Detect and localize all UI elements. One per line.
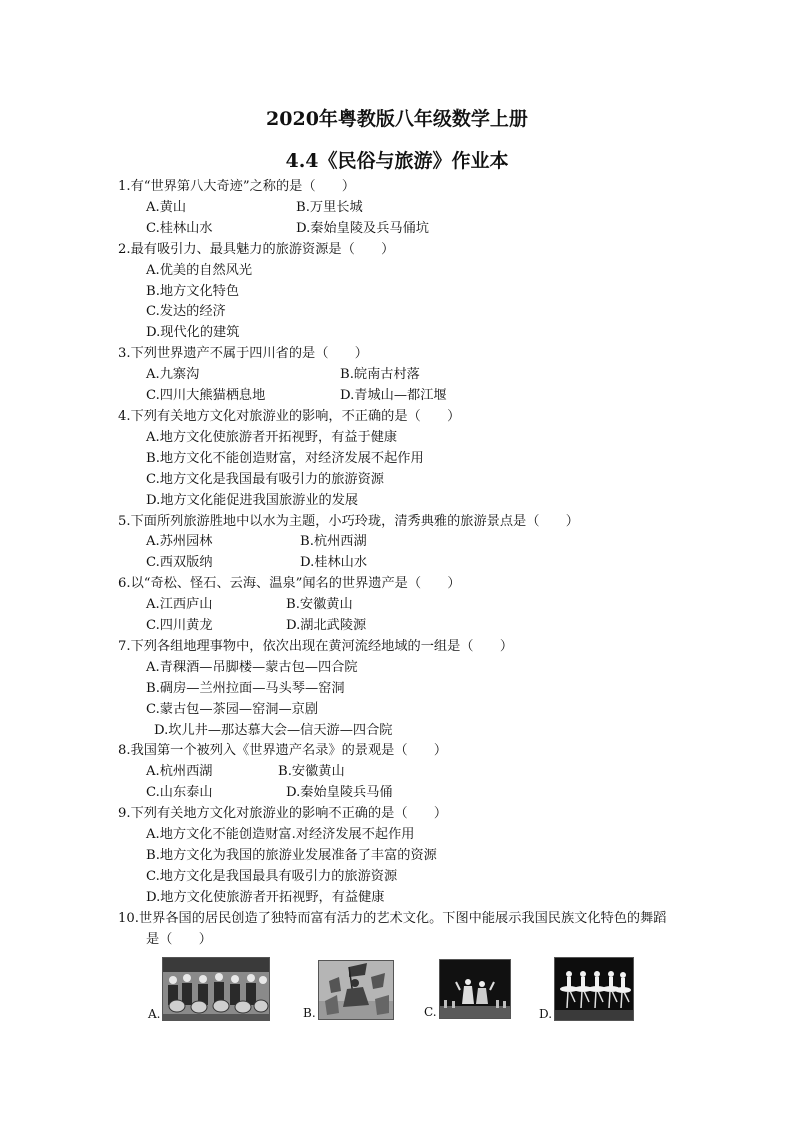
option-a: A.杭州西湖 bbox=[146, 764, 213, 780]
page-subtitle: 4.4《民俗与旅游》作业本 bbox=[285, 150, 509, 172]
drum-ensemble-photo-icon bbox=[162, 957, 270, 1021]
options-row bbox=[118, 198, 738, 219]
option-d: D.秦始皇陵及兵马俑坑 bbox=[296, 220, 429, 236]
question-5: 5.下面所列旅游胜地中以水为主题，小巧玲珑，清秀典雅的旅游景点是（ ） bbox=[118, 513, 579, 529]
option-b: B.安徽黄山 bbox=[286, 597, 353, 613]
option-a: A.青稞酒—吊脚楼—蒙古包—四合院 bbox=[146, 659, 358, 675]
ballet-photo-icon bbox=[554, 957, 634, 1021]
options-row bbox=[118, 532, 738, 553]
option-c: C.发达的经济 bbox=[146, 304, 226, 320]
image-option-b bbox=[303, 960, 394, 1020]
option-b: B.地方文化为我国的旅游业发展准备了丰富的资源 bbox=[146, 848, 437, 863]
option-b: B.万里长城 bbox=[296, 199, 363, 215]
options-row bbox=[118, 616, 738, 637]
option-b: B.碉房—兰州拉面—马头琴—窑洞 bbox=[146, 680, 345, 696]
option-d: D.青城山—都江堰 bbox=[340, 388, 447, 404]
option-b: B.杭州西湖 bbox=[300, 534, 367, 550]
image-options bbox=[0, 957, 794, 1027]
options-row bbox=[118, 553, 738, 574]
image-option-a bbox=[148, 957, 270, 1021]
options-row bbox=[118, 595, 738, 616]
question-10 bbox=[118, 909, 738, 951]
page-title: 2020年粤教版八年级数学上册 bbox=[266, 108, 528, 130]
question-3: 3.下列世界遗产不属于四川省的是（ ） bbox=[118, 346, 368, 362]
options-row bbox=[118, 219, 738, 240]
option-b: B.地方文化不能创造财富，对经济发展不起作用 bbox=[146, 450, 424, 466]
option-a: A.苏州园林 bbox=[146, 534, 213, 550]
question-10-stem: 10.世界各国的居民创造了独特而富有活力的艺术文化。下图中能展示我国民族文化特色的舞蹈 bbox=[118, 910, 667, 926]
question-4: 4.下列有关地方文化对旅游业的影响，不正确的是（ ） bbox=[118, 408, 461, 424]
option-c: C.地方文化是我国最有吸引力的旅游资源 bbox=[146, 471, 384, 487]
option-d: D.现代化的建筑 bbox=[146, 325, 240, 341]
option-d: D.秦始皇陵兵马俑 bbox=[286, 785, 393, 801]
image-option-d bbox=[539, 957, 634, 1021]
image-option-label: A. bbox=[148, 1007, 161, 1021]
question-1: 1.有“世界第八大奇迹”之称的是（ ） bbox=[118, 179, 356, 194]
option-a: A.九寨沟 bbox=[146, 367, 200, 383]
option-d: D.湖北武陵源 bbox=[286, 618, 367, 634]
question-list bbox=[118, 177, 738, 951]
option-c: C.桂林山水 bbox=[146, 220, 213, 236]
question-2: 2.最有吸引力、最具魅力的旅游资源是（ ） bbox=[118, 241, 395, 257]
options-row bbox=[118, 762, 738, 783]
image-option-label: B. bbox=[303, 1006, 316, 1020]
option-b: B.皖南古村落 bbox=[340, 367, 420, 383]
option-a: A.优美的自然风光 bbox=[146, 262, 253, 278]
option-a: A.地方文化使旅游者开拓视野，有益于健康 bbox=[146, 429, 398, 445]
option-b: B.地方文化特色 bbox=[146, 283, 240, 299]
option-c: C.山东泰山 bbox=[146, 785, 213, 801]
option-c: C.蒙古包—茶园—窑洞—京剧 bbox=[146, 701, 319, 717]
option-a: A.地方文化不能创造财富.对经济发展不起作用 bbox=[146, 827, 415, 843]
option-c: C.地方文化是我国最具有吸引力的旅游资源 bbox=[146, 868, 398, 884]
question-6: 6.以“奇松、怪石、云海、温泉”闻名的世界遗产是（ ） bbox=[118, 576, 461, 592]
options-row bbox=[118, 386, 738, 407]
option-d: D.地方文化能促进我国旅游业的发展 bbox=[146, 492, 359, 508]
options-row bbox=[118, 783, 738, 804]
option-a: A.江西庐山 bbox=[146, 597, 213, 613]
option-a: A.黄山 bbox=[146, 199, 187, 215]
option-d: D.坎儿井—那达慕大会—信天游—四合院 bbox=[154, 722, 393, 738]
image-option-c bbox=[424, 959, 511, 1019]
flag-dance-photo-icon bbox=[318, 960, 394, 1020]
option-c: C.四川黄龙 bbox=[146, 618, 213, 634]
image-option-label: C. bbox=[424, 1005, 437, 1019]
question-9: 9.下列有关地方文化对旅游业的影响不正确的是（ ） bbox=[118, 806, 448, 822]
option-d: D.桂林山水 bbox=[300, 555, 368, 571]
option-b: B.安徽黄山 bbox=[278, 764, 345, 780]
option-c: C.四川大熊猫栖息地 bbox=[146, 388, 266, 404]
options-row bbox=[118, 365, 738, 386]
stage-duet-photo-icon bbox=[439, 959, 511, 1019]
option-c: C.西双版纳 bbox=[146, 555, 213, 571]
image-option-label: D. bbox=[539, 1007, 553, 1021]
question-10-stem-cont: 是（ ） bbox=[146, 931, 212, 947]
question-7: 7.下列各组地理事物中，依次出现在黄河流经地域的一组是（ ） bbox=[118, 638, 514, 654]
question-8: 8.我国第一个被列入《世界遗产名录》的景观是（ ） bbox=[118, 743, 448, 759]
option-d: D.地方文化使旅游者开拓视野，有益健康 bbox=[146, 889, 385, 905]
